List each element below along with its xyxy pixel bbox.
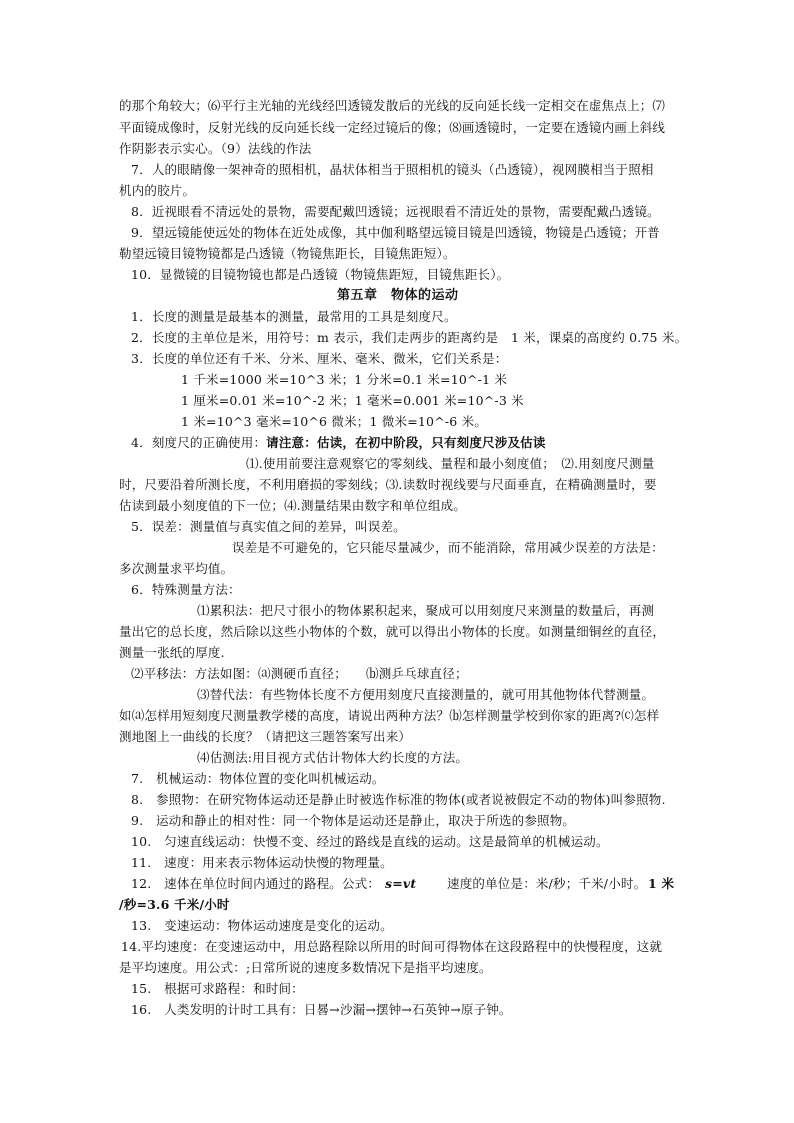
text-line: 16. 人类发明的计时工具有：日晷→沙漏→摆钟→石英钟→原子钟。 [131, 1002, 512, 1017]
text-line: 如⒜怎样用短刻度尺测量教学楼的高度，请说出两种方法？⒝怎样测量学校到你家的距离?⒞怎样 [119, 708, 660, 723]
text-line: 1 米=10^3 毫米=10^6 微米；1 微米=10^-6 米。 [181, 414, 488, 429]
text-line: 时，尺要沿着所测长度，不利用磨损的零刻线；⑶.读数时视线要与尺面垂直，在精确测量时，要 [119, 477, 657, 492]
text-line: 9．望远镜能使远处的物体在近处成像，其中伽利略望远镜目镜是凹透镜，物镜是凸透镜；开普 [131, 225, 660, 240]
text-line: ⑷估测法:用目视方式估计物体大约长度的方法。 [197, 750, 469, 765]
text-line: 测地图上一曲线的长度？（请把这三题答案写出来） [119, 729, 412, 744]
text-line: ⑵平移法：方法如图：⒜测硬币直径； ⒝测乒乓球直径； [131, 666, 468, 681]
text-line: 1 千米=1000 米=10^3 米；1 分米=0.1 米=10^-1 米 [181, 372, 508, 387]
text-line: 10．显微镜的目镜物镜也都是凸透镜（物镜焦距短，目镜焦距长）。 [131, 267, 510, 282]
text-line: ⑴.使用前要注意观察它的零刻线、量程和最小刻度值； ⑵.用刻度尺测量 [246, 456, 655, 471]
text-line: 作阴影表示实心。（9）法线的作法 [119, 141, 312, 156]
text-line: 14.平均速度：在变速运动中，用总路程除以所用的时间可得物体在这段路程中的快慢程度，这就 [121, 939, 663, 954]
emphasis-text: 请注意：估读，在初中阶段，只有刻度尺涉及估读 [266, 435, 546, 450]
text-line: 13. 变速运动：物体运动速度是变化的运动。 [131, 918, 393, 933]
text-line: 的那个角较大；⑹平行主光轴的光线经凹透镜发散后的光线的反向延长线一定相交在虚焦点上；⑺ [119, 98, 666, 113]
chapter-title: 第五章 物体的运动 [337, 288, 459, 303]
text-line: 7. 机械运动：物体位置的变化叫机械运动。 [131, 771, 385, 786]
text-span: 4．刻度尺的正确使用： [131, 435, 267, 450]
text-line: 8. 参照物：在研究物体运动还是静止时被选作标准的物体(或者说被假定不动的物体)叫参照物. [131, 792, 666, 807]
text-line: 6．特殊测量方法： [131, 582, 241, 597]
text-line: ⑴累积法：把尺寸很小的物体累积起来，聚成可以用刻度尺来测量的数量后，再测 [197, 603, 655, 618]
text-line [131, 435, 546, 451]
emphasis-text: 1 米 [648, 876, 675, 891]
text-line: 11. 速度：用来表示物体运动快慢的物理量。 [131, 855, 393, 870]
text-line: 平面镜成像时，反射光线的反向延长线一定经过镜后的像；⑻画透镜时，一定要在透镜内画上斜线 [119, 120, 666, 135]
text-line: 估读到最小刻度值的下一位；⑷.测量结果由数字和单位组成。 [119, 498, 467, 513]
text-line: 10. 匀速直线运动：快慢不变、经过的路线是直线的运动。这是最简单的机械运动。 [131, 834, 609, 849]
text-line: 1 厘米=0.01 米=10^-2 米；1 毫米=0.001 米=10^-3 米 [181, 393, 524, 408]
text-line: 多次测量求平均值。 [119, 561, 234, 576]
text-line: 9. 运动和静止的相对性：同一个物体是运动还是静止，取决于所选的参照物。 [131, 813, 576, 828]
text-line: 2．长度的主单位是米，用符号：m 表示，我们走两步的距离约是 1 米，课桌的高度约 0.75 米。 [131, 330, 688, 345]
text-line: 是平均速度。用公式：;日常所说的速度多数情况下是指平均速度。 [119, 960, 492, 975]
text-line: 勒望远镜目镜物镜都是凸透镜（物镜焦距长，目镜焦距短）。 [119, 246, 456, 261]
emphasis-text: /秒=3.6 千米/小时 [119, 897, 230, 912]
text-line: 7．人的眼睛像一架神奇的照相机，晶状体相当于照相机的镜头（凸透镜），视网膜相当于照相 [131, 162, 654, 177]
text-line: 1．长度的测量是最基本的测量，最常用的工具是刻度尺。 [131, 309, 457, 324]
text-line: 3．长度的单位还有千米、分米、厘米、毫米、微米，它们关系是： [131, 351, 508, 366]
text-line: 测量一张纸的厚度. [119, 645, 225, 660]
text-line: 8．近视眼看不清远处的景物，需要配戴凹透镜；远视眼看不清近处的景物，需要配戴凸透镜。 [131, 204, 660, 219]
text-line: ⑶替代法：有些物体长度不方便用刻度尺直接测量的，就可用其他物体代替测量。 [197, 687, 655, 702]
text-line: 机内的胶片。 [119, 183, 196, 198]
formula-text: s=vt [385, 876, 417, 891]
text-line: 量出它的总长度，然后除以这些小物体的个数，就可以得出小物体的长度。如测量细铜丝的直径， [119, 624, 666, 639]
text-line: 速度的单位是：米/秒；千米/小时。 [447, 876, 647, 891]
text-line: 5．误差：测量值与真实值之间的差异，叫误差。 [131, 519, 406, 534]
text-line: 12. 速体在单位时间内通过的路程。公式： [131, 876, 381, 891]
text-line: 误差是不可避免的，它只能尽量减少，而不能消除，常用减少误差的方法是： [232, 540, 664, 555]
text-line: 15. 根据可求路程：和时间： [131, 981, 304, 996]
